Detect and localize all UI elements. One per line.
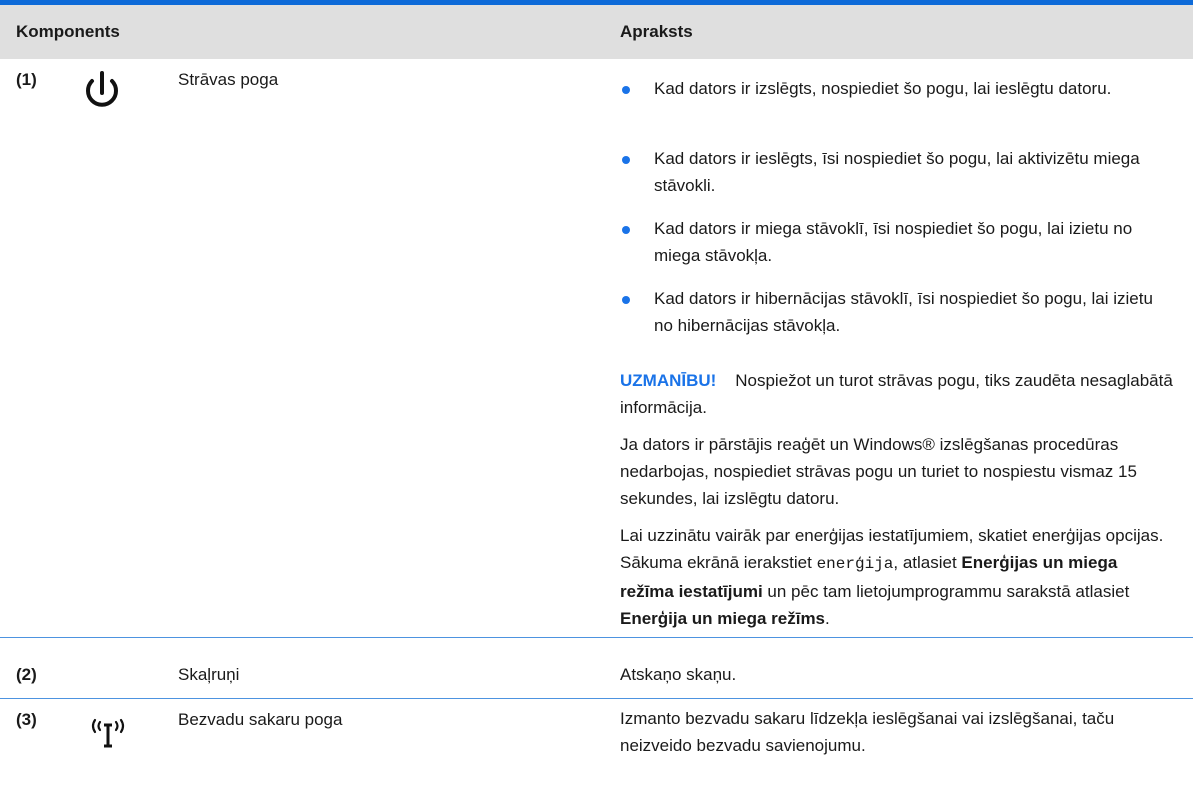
row-divider [0,637,1193,638]
row-1-caution [620,367,1174,421]
row-1-bullet-3: Kad dators ir miega stāvoklī, īsi nospiediet šo pogu, lai izietu no miega stāvokļa. [654,219,1133,265]
header-description: Apraksts [620,22,693,41]
caution-label: UZMANĪBU! [620,371,717,390]
header-component: Komponents [16,22,120,41]
row-1-windows-paragraph: Ja dators ir pārstājis reaģēt un Windows® izslēgšanas procedūras nedarbojas, nospiediet strāvas pogu un turiet to nospiestu vismaz 15 sekundes, lai izslēgtu datoru. [620,435,1137,508]
row-3-description: Izmanto bezvadu sakaru līdzekļa ieslēgšanai vai izslēgšanai, taču neizveido bezvadu savienojumu. [620,709,1115,755]
caution-text: Nospiežot un turot strāvas pogu, tiks zaudēta nesaglabātā informācija. [620,371,1173,417]
bullet-marker [622,156,630,164]
power-para-code: enerģija [816,555,894,573]
bullet-marker [622,226,630,234]
power-para-bold-1: Enerģijas un miega režīma iestatījumi [620,553,1118,601]
row-1-name: Strāvas poga [178,70,279,89]
wireless-icon [86,708,130,755]
row-2-name: Skaļruņi [178,665,240,684]
power-para-text-1: Lai uzzinātu vairāk par enerģijas iestatījumiem, skatiet enerģijas opcijas. Sākuma ekrānā ierakstiet [620,526,1164,572]
row-2-description: Atskaņo skaņu. [620,665,737,684]
power-para-text-2: , atlasiet [893,553,957,572]
row-1-bullet-1: Kad dators ir izslēgts, nospiediet šo pogu, lai ieslēgtu datoru. [654,79,1112,98]
row-3-name: Bezvadu sakaru poga [178,710,343,729]
power-para-text-3: un pēc tam lietojumprogrammu sarakstā atlasiet [767,582,1130,601]
row-1-number: (1) [16,70,37,89]
row-1-power-paragraph [620,522,1174,632]
row-1-bullet-4: Kad dators ir hibernācijas stāvoklī, īsi nospiediet šo pogu, lai izietu no hibernācijas stāvokļa. [654,289,1153,335]
bullet-marker [622,86,630,94]
power-icon [80,67,124,122]
row-2-number: (2) [16,665,37,684]
bullet-marker [622,296,630,304]
row-1-bullet-2: Kad dators ir ieslēgts, īsi nospiediet šo pogu, lai aktivizētu miega stāvokli. [654,149,1140,195]
row-divider [0,698,1193,699]
table-header [0,5,1193,59]
row-3-number: (3) [16,710,37,729]
power-para-bold-2: Enerģija un miega režīms [620,609,826,628]
power-para-end: . [825,609,830,628]
